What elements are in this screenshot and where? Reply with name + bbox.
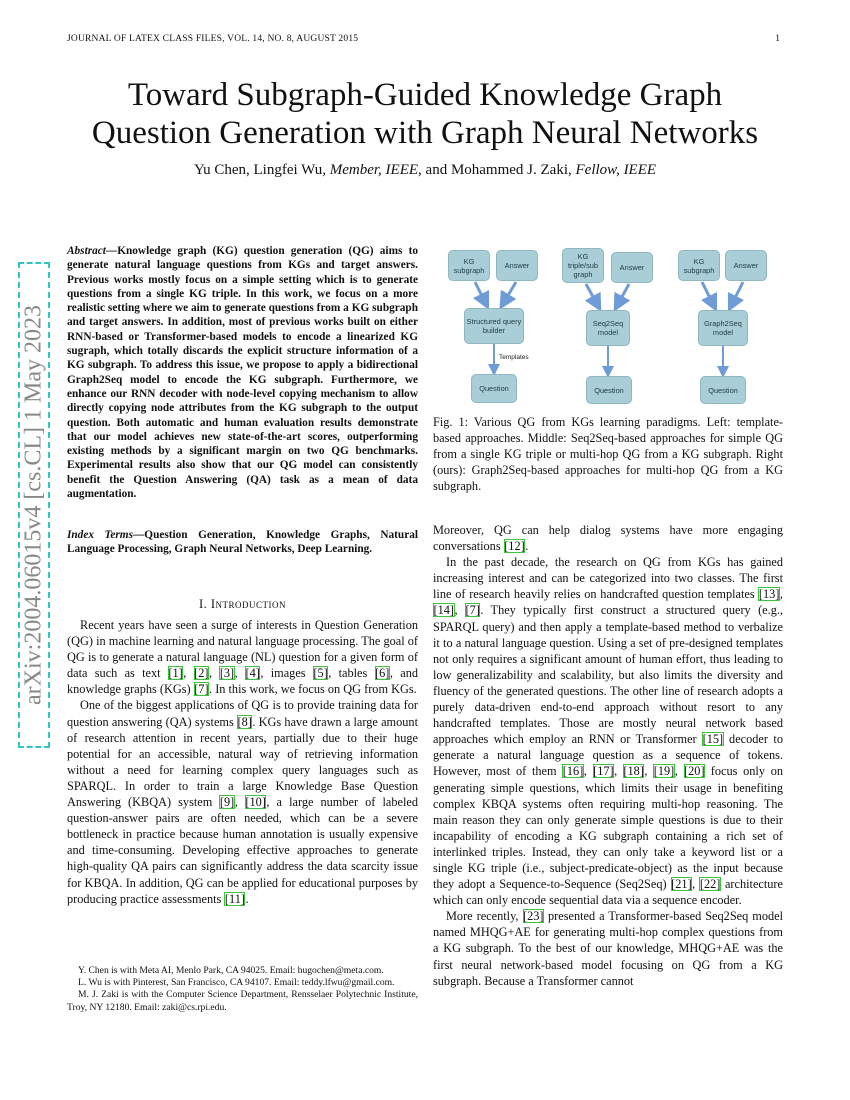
citation-link[interactable]: [18] [623, 764, 644, 779]
answer-box: Answer [611, 252, 653, 283]
figure-1 [440, 244, 783, 404]
arrow [702, 282, 713, 304]
seq2seq-model-box: Seq2Seq model [586, 310, 630, 346]
paragraph-continued [433, 522, 783, 554]
text-run: , images [260, 666, 313, 681]
intro-paragraph-2: One of the biggest applications of QG is to provide training data for question answering (QA) systems [8]. KGs have drawn a large amount of research attention in recent years, partially due to their huge potential for an accessible, natural way of retrieving information without a need for learning complex query languages such as SPARQL. In order to train a large Knowledge Base Question Answering (KBQA) system [9], [10], a large number of labeled question-answer pairs are often needed, which can be a severe bottleneck in practice because human annotation is usually expensive and time-consuming. Developing effective approaches to generate high-quality QA pairs can significantly address the data scarcity issue for KBQA. In addition, QG can be applied for educational purposes by producing practice assessments [11]. [67, 698, 418, 906]
section-title: Introduction [210, 597, 287, 611]
citation-link[interactable]: [14] [433, 603, 454, 618]
arrow [504, 282, 516, 302]
author-role-fellow: Fellow, IEEE [575, 162, 657, 178]
figure-caption: Fig. 1: Various QG from KGs learning paradigms. Left: template-based approaches. Middle: Seq2Seq-based approaches for simple QG from a single KG triple or multi-hop QG from a KG subgraph. Right (ours): Graph2Seq-based approaches for multi-hop QG from a KG subgraph. [433, 415, 783, 494]
arrow [732, 282, 743, 304]
text-run: . [525, 539, 529, 554]
arxiv-stamp-box[interactable] [18, 262, 50, 748]
abstract [67, 244, 418, 501]
footnote-1: Y. Chen is with Meta AI, Menlo Park, CA 94025. Email: hugochen@meta.com. [78, 965, 384, 976]
abstract-label: Abstract [67, 245, 106, 257]
text-run: architecture which can only encode sequential data via a sequence encoder. [433, 877, 783, 908]
citation-link[interactable]: [9] [219, 795, 235, 810]
answer-box: Answer [496, 250, 538, 281]
question-box: Question [471, 374, 517, 403]
text-run: presented a Transformer-based Seq2Seq model named MHQG+AE for generating multi-hop complex questions from a KG subgraph. To the best of our knowledge, MHQG+AE was the first neural network-based model focusing on QG from a KG subgraph. Because a Transformer cannot [433, 909, 783, 988]
citation-link[interactable]: [5] [313, 666, 328, 681]
citation-link[interactable]: [4] [245, 666, 260, 681]
intro-text [67, 617, 418, 907]
citation-link[interactable]: [10] [245, 795, 266, 810]
citation-link[interactable]: [21] [671, 877, 692, 892]
citation-link[interactable]: [19] [653, 764, 675, 779]
text-run: . [245, 891, 249, 906]
abstract-text: —Knowledge graph (KG) question generation (QG) aims to generate natural language questions from KGs and target answers. Previous works mostly focus on a simple setting which is to generate questions from a single KG triple. In this work, we focus on a more realistic setting where we aim to generate questions from a KG subgraph and target answers. In addition, most of previous works built on either RNN-based or Transformer-based models to encode a linearized KG sugraph, which totally discards the explicit structure information of a KG subgraph. To address this issue, we propose to apply a bidirectional Graph2Seq model to encode the KG subgraph. Furthermore, we enhance our RNN decoder with node-level copying mechanism to allow directly copying node attributes from the KG subgraph to the output question. Both automatic and human evaluation results demonstrate that our model achieves new state-of-the-art scores, outperforming existing methods by a significant margin on two QG benchmarks. Experimental results also show that our QG model can consistently benefit the Question Answering (QA) task as a mean of data augmentation. [67, 245, 418, 501]
citation-link[interactable]: [17] [593, 764, 614, 779]
answer-box: Answer [725, 250, 767, 281]
text-run: . KGs have drawn a large amount of research attention in recent years, partially due to their huge potential for an accessible, natural way of retrieving information without a need for learning complex query languages such as SPARQL. In order to train a large Knowledge Base Question Answering (KBQA) system [67, 714, 418, 810]
footnote-2: L. Wu is with Pinterest, San Francisco, CA 94107. Email: teddy.lfwu@gmail.com. [78, 977, 395, 989]
citation-link[interactable]: [15] [702, 732, 724, 747]
author-line [40, 162, 810, 179]
kg-subgraph-box: KG subgraph [448, 250, 490, 281]
templates-label: Templates [499, 354, 529, 361]
paper-title [40, 76, 810, 152]
title-line-1: Toward Subgraph-Guided Knowledge Graph [127, 77, 723, 113]
text-run: , tables [328, 666, 375, 681]
citation-link[interactable]: [1] [168, 666, 183, 681]
section-heading [67, 597, 418, 612]
citation-link[interactable]: [8] [237, 714, 252, 729]
text-run: Recent years have seen a surge of interests in Question Generation (QG) in machine learning and natural language processing. The goal of QG is to generate a natural language (NL) question for a given form of data such as text [67, 618, 418, 681]
citation-link[interactable]: [11] [224, 891, 245, 906]
text-run: , and knowledge graphs (KGs) [67, 666, 419, 697]
title-line-2: Question Generation with Graph Neural Networks [91, 115, 759, 151]
right-column-text [433, 522, 783, 989]
citation-link[interactable]: [23] [523, 909, 544, 924]
text-run: . They typically first construct a structured query (e.g., SPARQL query) and then apply a template-based method to verbalize it to a natural language question. Using a set of pre-designed templates not only requires a significant amount of human effort, thus leading to low generalizability and scalability, but also limits the diversity and fluency of the generated questions. The other line of research adopts a purely data-driven end-to-end approach without resort to any handcrafted templates. Those are mostly neural network based approaches which employ an RNN or Transformer [433, 603, 783, 747]
index-terms-text: —Question Generation, Knowledge Graphs, Natural Language Processing, Graph Neural Networks, Deep Learning. [67, 529, 418, 556]
arrow [475, 282, 485, 302]
question-box: Question [586, 376, 632, 404]
arxiv-stamp[interactable]: arXiv:2004.06015v4 [cs.CL] 1 May 2023 [20, 305, 47, 705]
text-run: . In this work, we focus on QG from KGs. [209, 682, 417, 697]
citation-link[interactable]: [12] [504, 539, 525, 554]
citation-link[interactable]: [13] [758, 587, 780, 602]
author-names: Yu Chen, Lingfei Wu, [193, 162, 326, 178]
kg-triple-box: KG triple/sub graph [562, 248, 604, 283]
paragraph [433, 908, 783, 988]
citation-link[interactable]: [22] [699, 877, 721, 892]
text-run: One of the biggest applications of QG is to provide training data for question answering (QA) systems [67, 698, 418, 729]
citation-link[interactable]: [2] [194, 666, 209, 681]
page-number: 1 [775, 34, 780, 44]
citation-link[interactable]: [7] [465, 603, 480, 618]
text-run: Moreover, QG can help dialog systems have more engaging conversations [433, 523, 783, 554]
citation-link[interactable]: [7] [194, 682, 209, 697]
citation-link[interactable]: [3] [219, 666, 235, 681]
text-run: focus only on generating simple questions, which limits their usage in benefiting complex KBQA systems often requiring multi-hop reasoning. The main reason they can only generate simple questions is due to their incapability of encoding a KG subgraph containing a rich set of interlinked triples. Instead, they can only take a keyword list or a single KG triple (i.e., subject-predicate-object) as the input because they adopt a Sequence-to-Sequence (Seq2Seq) [433, 764, 784, 892]
section-number: I. [198, 597, 208, 611]
text-run: In the past decade, the research on QG from KGs has gained increasing interest and can be categorized into two classes. The first line of research heavily relies on handcrafted question templates [433, 555, 783, 602]
text-run: , a large number of labeled question-answer pairs are often needed, which can be a severe bottleneck in practice because human annotation is usually expensive and time-consuming. Developing effective approaches to generate high-quality QA pairs can significantly address the data scarcity issue for KBQA. In addition, QG can be applied for educational purposes by producing practice assessments [67, 795, 418, 906]
kg-subgraph-box: KG subgraph [678, 250, 720, 281]
footnotes [67, 965, 418, 1014]
structured-query-builder-box: Structured query builder [464, 308, 524, 344]
question-box: Question [700, 376, 746, 404]
arrow [586, 284, 597, 304]
citation-link[interactable]: [20] [684, 764, 705, 779]
paragraph: In the past decade, the research on QG from KGs has gained increasing interest and can be categorized into two classes. The first line of research heavily relies on handcrafted question templates [13], [14], [7]. They typically first construct a structured query (e.g., SPARQL query) and then apply a template-based method to verbalize it to a natural language question. Using a set of pre-designed templates not only requires a significant amount of human effort, thus leading to low generalizability and scalability, but also limits the diversity and fluency of the generated questions. The other line of research adopts a purely data-driven end-to-end approach without resort to any handcrafted templates. Those are mostly neural network based approaches which employ an RNN or Transformer [15] decoder to generate a natural language question as a sequence of tokens. However, most of them [16], [17], [18], [19], [20] focus only on generating simple questions, which limits their usage in benefiting complex KBQA systems often requiring multi-hop reasoning. The main reason they can only generate simple questions is due to their incapability of encoding a KG subgraph containing a rich set of interlinked triples. Instead, they can only take a keyword list or a single KG triple (i.e., subject-predicate-object) as the input because they adopt a Sequence-to-Sequence (Seq2Seq) [21], [22] architecture which can only encode sequential data via a sequence encoder. [433, 555, 784, 908]
text-run: decoder to generate a natural language question as a sequence of tokens. However, most of them [433, 732, 783, 779]
author-role-member: Member, IEEE, [329, 162, 422, 178]
author-and: and Mohammed J. Zaki, [425, 162, 572, 178]
intro-paragraph-1: Recent years have seen a surge of interests in Question Generation (QG) in machine learning and natural language processing. The goal of QG is to generate a natural language (NL) question for a given form of data such as text [1], [2], [3], [4], images [5], tables [6], and knowledge graphs (KGs) [7]. In this work, we focus on QG from KGs. [67, 618, 419, 697]
graph2seq-model-box: Graph2Seq model [698, 310, 748, 346]
index-terms [67, 528, 418, 557]
index-terms-label: Index Terms [67, 529, 133, 541]
running-head: JOURNAL OF LATEX CLASS FILES, VOL. 14, NO. 8, AUGUST 2015 [67, 34, 359, 44]
arrow [618, 284, 629, 304]
text-run: More recently, [446, 909, 523, 924]
citation-link[interactable]: [6] [375, 666, 390, 681]
footnote-3: M. J. Zaki is with the Computer Science Department, Rensselaer Polytechnic Institute, Troy, NY 12180. Email: zaki@cs.rpi.edu. [67, 989, 418, 1013]
citation-link[interactable]: [16] [562, 764, 584, 779]
